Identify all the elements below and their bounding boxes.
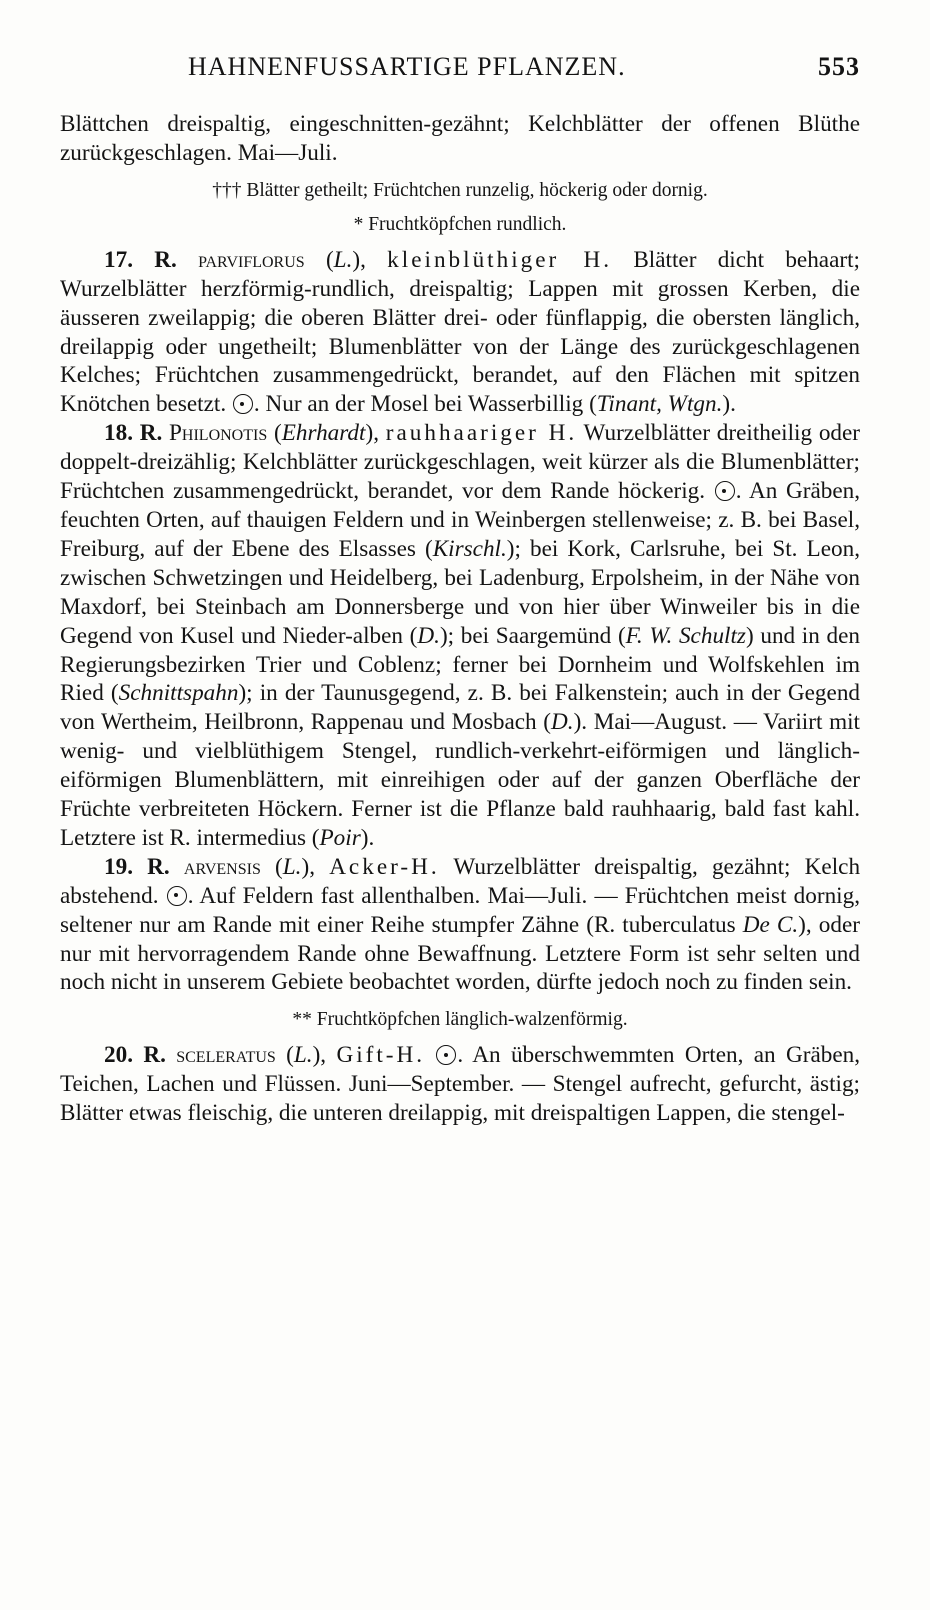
citation: F. W. Schultz xyxy=(625,622,746,649)
paragraph-continuation: Blättchen dreispaltig, eingeschnitten-gezähnt; Kelchblätter der offenen Blüthe zurückgeschlagen. Mai—Juli. xyxy=(60,111,860,166)
annual-circle-icon xyxy=(233,394,253,414)
paren: ), xyxy=(365,420,379,447)
paren: ( xyxy=(286,1042,294,1069)
annual-circle-icon xyxy=(167,886,187,906)
text: ); bei Kork, Carlsruhe, bei St. Leon, zwischen Schwetzingen und Heidelberg, bei Ladenburg, Erpolsheim, in der Nähe von Maxdorf, bei Steinbach am Donnersberge und von hier über Winweiler bis in die Gegend von Kusel und Nieder-alben ( xyxy=(60,535,860,649)
text: ) und in den Regierungsbezirken Trier und Coblenz; ferner bei Dornheim und Wolfskehlen im Ried ( xyxy=(60,622,860,707)
text: ). Mai—August. — Variirt mit wenig- und vielblüthigem Stengel, rundlich-verkehrt-eiförmigen und länglich-eiförmigen Blumenblättern, mit einreihigen oder auf der ganzen Oberfläche der Früchte verbreiteten Höckern. Ferner ist die Pflanze bald rauhhaarig, bald fast kahl. Letztere ist R. intermedius ( xyxy=(60,709,860,851)
paren: ), xyxy=(312,1042,327,1069)
citation: D. xyxy=(551,709,574,736)
entry-20 xyxy=(60,1041,860,1128)
text: ). xyxy=(360,824,375,851)
section-heading-daggers: ††† Blätter getheilt; Früchtchen runzelig, höckerig oder dornig. xyxy=(212,179,708,201)
entry-17 xyxy=(60,246,860,419)
annual-circle-icon xyxy=(715,481,735,501)
citation: Schnittspahn xyxy=(118,680,239,707)
species-name: Philonotis xyxy=(169,420,268,447)
authority: L. xyxy=(333,246,353,273)
description: Blätter dicht behaart; Wurzelblätter herzförmig-rundlich, dreispaltig; Lappen mit grossen Kerben, die äusseren zweilappig; die oberen Blätter drei- oder fünflappig, die obersten länglich, dreilappig oder ungetheilt; Blumenblätter von der Länge des zurückgeschlagenen Kelches; Früchtchen zusammengedrückt, berandet, auf den Flächen mit spitzen Knötchen besetzt. xyxy=(60,246,860,418)
species-name: arvensis xyxy=(183,853,261,880)
subsection-heading-star: * Fruchtköpfchen rundlich. xyxy=(353,213,567,235)
subsection-heading-double-star: ** Fruchtköpfchen länglich-walzenförmig. xyxy=(292,1009,628,1031)
authority: Ehrhardt xyxy=(281,420,366,447)
authority: L. xyxy=(282,853,302,880)
entry-number: 19. R. xyxy=(104,853,170,880)
paren: ), xyxy=(301,853,315,880)
text: . An Gräben, feuchten Orten, auf thauigen Feldern und in Weinbergen stellenweise; z. B. bei Basel, Freiburg, auf der Ebene des Elsasses ( xyxy=(60,478,861,562)
page-body xyxy=(60,110,860,1128)
common-name: Gift-H. xyxy=(336,1042,426,1069)
common-name: rauhhaariger H. xyxy=(385,420,578,447)
description: Wurzelblätter dreitheilig oder doppelt-dreizählig; Kelchblätter zurückgeschlagen, weit kürzer als die Blumenblätter; Früchtchen zusammengedrückt, berandet, vor dem Rande höckerig. xyxy=(60,420,861,505)
text: ). xyxy=(722,391,736,418)
text: . An überschwemmten Orten, an Gräben, Teichen, Lachen und Flüssen. Juni—September. — Stengel aufrecht, gefurcht, ästig; Blätter etwas fleischig, die unteren dreilappig, mit dreispaltigen Lappen, die stengel- xyxy=(60,1042,861,1127)
running-title: HAHNENFUSSARTIGE PFLANZEN. xyxy=(188,52,626,81)
page-number: 553 xyxy=(818,52,860,81)
citation: Poir xyxy=(319,824,361,851)
common-name: kleinblüthiger H. xyxy=(387,246,613,273)
species-name: sceleratus xyxy=(176,1042,276,1069)
species-name: parviflorus xyxy=(198,246,305,273)
entry-18 xyxy=(60,419,860,853)
paren: ( xyxy=(275,853,283,880)
text: ); bei Saargemünd ( xyxy=(439,622,626,649)
common-name: Acker-H. xyxy=(329,853,440,880)
text: . Auf Feldern fast allenthalben. Mai—Juli. — Früchtchen meist dornig, seltener nur am Rande mit einer Reihe stumpfer Zähne (R. tuberculatus xyxy=(60,882,861,938)
citation: Tinant, Wtgn. xyxy=(596,391,723,418)
authority: L. xyxy=(293,1042,313,1069)
paren: ( xyxy=(325,246,334,273)
citation: Kirschl. xyxy=(432,535,507,562)
paren: ( xyxy=(273,420,282,447)
entry-number: 17. R. xyxy=(104,246,177,273)
distribution: . Nur an der Mosel bei Wasserbillig ( xyxy=(253,391,597,418)
text: ), oder nur mit hervorragendem Rande ohne Bewaffnung. Letztere Form ist sehr selten und noch nicht in unserem Gebiete beobachtet worden, dürfte jedoch noch zu finden sein. xyxy=(60,911,860,996)
entry-number: 18. R. xyxy=(104,420,163,447)
entry-number: 20. R. xyxy=(104,1042,166,1069)
annual-circle-icon xyxy=(436,1045,456,1065)
citation: De C. xyxy=(742,911,799,938)
paren: ), xyxy=(352,246,366,273)
entry-19 xyxy=(60,853,860,998)
running-head xyxy=(60,48,860,92)
text: ); in der Taunusgegend, z. B. bei Falkenstein; auch in der Gegend von Wertheim, Heilbronn, Rappenau und Mosbach ( xyxy=(60,680,861,736)
description: Wurzelblätter dreispaltig, gezähnt; Kelch abstehend. xyxy=(60,853,861,909)
citation: D. xyxy=(417,622,440,649)
